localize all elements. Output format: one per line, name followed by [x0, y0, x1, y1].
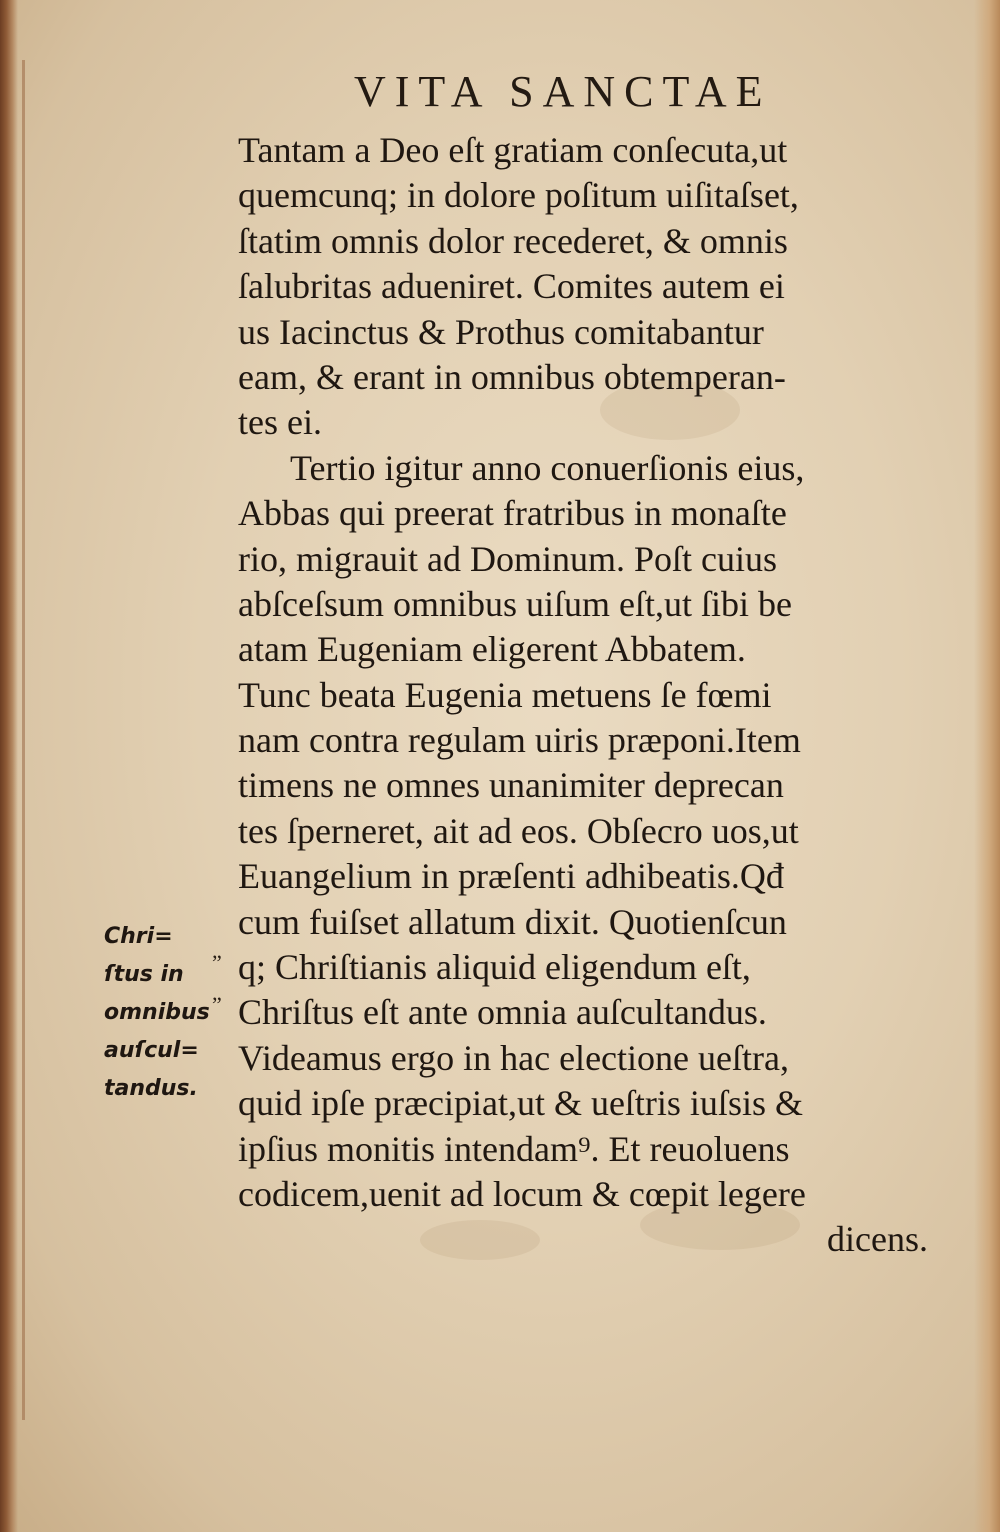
text-line: timens ne omnes unanimiter deprecan	[238, 765, 784, 806]
text-line: Chriſtus eſt ante omnia auſcultandus.	[238, 992, 767, 1033]
text-line: tes ei.	[238, 402, 322, 443]
text-line: ipſius monitis intendam⁹. Et reuoluens	[238, 1128, 790, 1169]
text-line: q; Chriſtianis aliquid eligendum eſt,	[238, 947, 751, 988]
text-line: quemcunq; in dolore poſitum uiſitaſset,	[238, 175, 799, 216]
binding-line	[22, 60, 25, 1420]
text-line: ſalubritas adueniret. Comites autem ei	[238, 266, 785, 307]
text-line: codicem,uenit ad locum & cœpit legere	[238, 1173, 806, 1214]
text-line: nam contra regulam uiris præponi.Item	[238, 720, 801, 761]
body-text	[238, 128, 928, 1263]
text-line: dicens.	[827, 1219, 928, 1260]
marginal-note-line: tandus.	[104, 1076, 198, 1101]
text-line: Tunc beata Eugenia metuens ſe fœmi	[238, 674, 772, 715]
text-line: Videamus ergo in hac electione ueſtra,	[238, 1037, 789, 1078]
marginal-note-line: ſtus in	[104, 962, 184, 987]
text-line: Tertio igitur anno conuerſionis eius,	[290, 447, 805, 488]
text-line: quid ipſe præcipiat,ut & ueſtris iuſsis &	[238, 1083, 803, 1124]
quote-mark: „	[212, 938, 222, 963]
quote-mark: „	[212, 980, 222, 1005]
text-line: tes ſperneret, ait ad eos. Obſecro uos,ut	[238, 810, 799, 851]
text-line: eam, & erant in omnibus obtemperan-	[238, 356, 786, 397]
marginal-quote-marks	[212, 930, 242, 1014]
marginal-note-line: omnibus	[104, 1000, 210, 1025]
text-line: cum fuiſset allatum dixit. Quotienſcun	[238, 901, 787, 942]
text-line: ſtatim omnis dolor recederet, & omnis	[238, 220, 788, 261]
text-line: us Iacinctus & Prothus comitabantur	[238, 311, 764, 352]
text-line: Abbas qui preerat fratribus in monaſte	[238, 493, 787, 534]
text-line: atam Eugeniam eligerent Abbatem.	[238, 629, 746, 670]
text-line: Euangelium in præſenti adhibeatis.Qđ	[238, 856, 784, 897]
text-line: Tantam a Deo eſt gratiam conſecuta,ut	[238, 130, 788, 170]
marginal-note-line: auſcul=	[104, 1038, 199, 1063]
binding-edge	[0, 0, 18, 1532]
text-line: rio, migrauit ad Dominum. Poſt cuius	[238, 538, 777, 579]
running-head: VITA SANCTAE	[354, 67, 772, 116]
text-line: abſceſsum omnibus uiſum eſt,ut ſibi be	[238, 583, 792, 624]
marginal-note-line: Chri=	[104, 924, 173, 949]
page-right-edge	[974, 0, 1000, 1532]
